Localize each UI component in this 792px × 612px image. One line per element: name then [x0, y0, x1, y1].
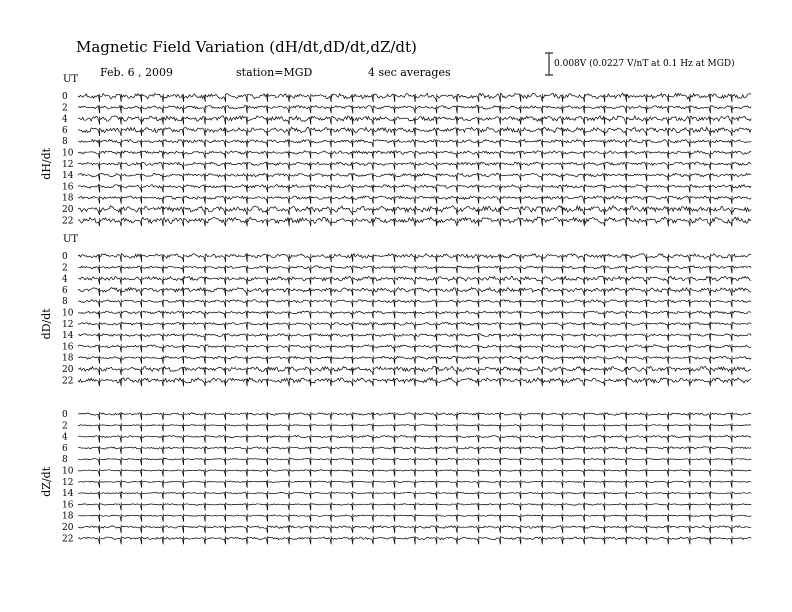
scale-bar-label: 0.008V (0.0227 V/nT at 0.1 Hz at MGD) [554, 59, 735, 69]
row-hour-label: 18 [62, 353, 74, 364]
trace-row [78, 322, 751, 330]
row-hour-label: 20 [62, 523, 74, 533]
trace-row [78, 378, 751, 387]
trace-row [78, 276, 751, 284]
trace-row [78, 446, 751, 454]
row-hour-label: 16 [62, 182, 74, 193]
row-hour-label: 2 [62, 263, 68, 274]
trace-row [78, 93, 751, 102]
ut-axis-label: UT [63, 234, 79, 245]
trace-row [78, 162, 751, 170]
station-label: station=MGD [236, 66, 313, 79]
row-hour-label: 10 [62, 308, 74, 319]
row-hour-label: 0 [62, 410, 68, 420]
ut-axis-label: UT [63, 74, 79, 85]
trace-row [78, 356, 751, 364]
trace-row [78, 469, 751, 477]
trace-row [78, 217, 751, 226]
panel-ylabel: dD/dt [40, 308, 53, 340]
row-hour-label: 20 [62, 205, 74, 215]
trace-row [78, 536, 751, 544]
trace-row [78, 139, 751, 147]
trace-row [78, 288, 751, 296]
row-hour-label: 14 [62, 489, 74, 500]
trace-row [78, 333, 751, 341]
trace-row [78, 206, 751, 215]
row-hour-label: 6 [62, 125, 68, 136]
panel-dZ-dt [40, 410, 751, 544]
panel-dH-dt [40, 74, 751, 226]
page-title: Magnetic Field Variation (dH/dt,dD/dt,dZ/dt) [76, 38, 417, 56]
row-hour-label: 16 [62, 500, 74, 511]
trace-row [78, 151, 751, 159]
trace-row [78, 116, 751, 125]
row-hour-label: 2 [62, 421, 68, 432]
trace-row [78, 311, 751, 319]
row-hour-label: 2 [62, 103, 68, 114]
row-hour-label: 4 [62, 432, 68, 443]
date-label: Feb. 6 , 2009 [100, 66, 174, 79]
panel-ylabel: dH/dt [40, 147, 53, 180]
row-hour-label: 6 [62, 285, 68, 296]
row-hour-label: 14 [62, 331, 74, 342]
trace-row [78, 514, 751, 522]
row-hour-label: 4 [62, 114, 68, 125]
row-hour-label: 22 [62, 534, 74, 545]
trace-row [78, 502, 751, 510]
row-hour-label: 6 [62, 443, 68, 454]
row-hour-label: 4 [62, 274, 68, 285]
row-hour-label: 12 [62, 319, 74, 330]
trace-row [78, 265, 751, 273]
row-hour-label: 8 [62, 455, 68, 466]
row-hour-label: 8 [62, 297, 68, 308]
row-hour-label: 0 [62, 252, 68, 262]
trace-row [78, 127, 751, 136]
row-hour-label: 22 [62, 216, 74, 227]
row-hour-label: 14 [62, 171, 74, 182]
trace-row [78, 366, 751, 375]
row-hour-label: 10 [62, 148, 74, 159]
row-hour-label: 8 [62, 137, 68, 148]
row-hour-label: 0 [62, 92, 68, 102]
trace-row [78, 299, 751, 307]
row-hour-label: 16 [62, 342, 74, 353]
trace-row [78, 184, 751, 192]
row-hour-label: 18 [62, 193, 74, 204]
averaging-label: 4 sec averages [368, 66, 451, 79]
row-hour-label: 18 [62, 511, 74, 522]
trace-row [78, 254, 751, 262]
panel-ylabel: dZ/dt [40, 466, 53, 497]
trace-row [78, 173, 751, 181]
row-hour-label: 10 [62, 466, 74, 477]
trace-row [78, 457, 751, 465]
row-hour-label: 12 [62, 477, 74, 488]
scale-bar [545, 53, 553, 75]
panel-dD-dt [40, 234, 751, 386]
trace-row [78, 105, 751, 113]
row-hour-label: 22 [62, 376, 74, 387]
trace-row [78, 423, 751, 431]
row-hour-label: 20 [62, 365, 74, 375]
trace-row [78, 480, 751, 488]
row-hour-label: 12 [62, 159, 74, 170]
trace-row [78, 344, 751, 352]
trace-row [78, 491, 751, 499]
trace-row [78, 412, 751, 420]
trace-row [78, 196, 751, 204]
trace-row [78, 435, 751, 443]
trace-row [78, 525, 751, 533]
